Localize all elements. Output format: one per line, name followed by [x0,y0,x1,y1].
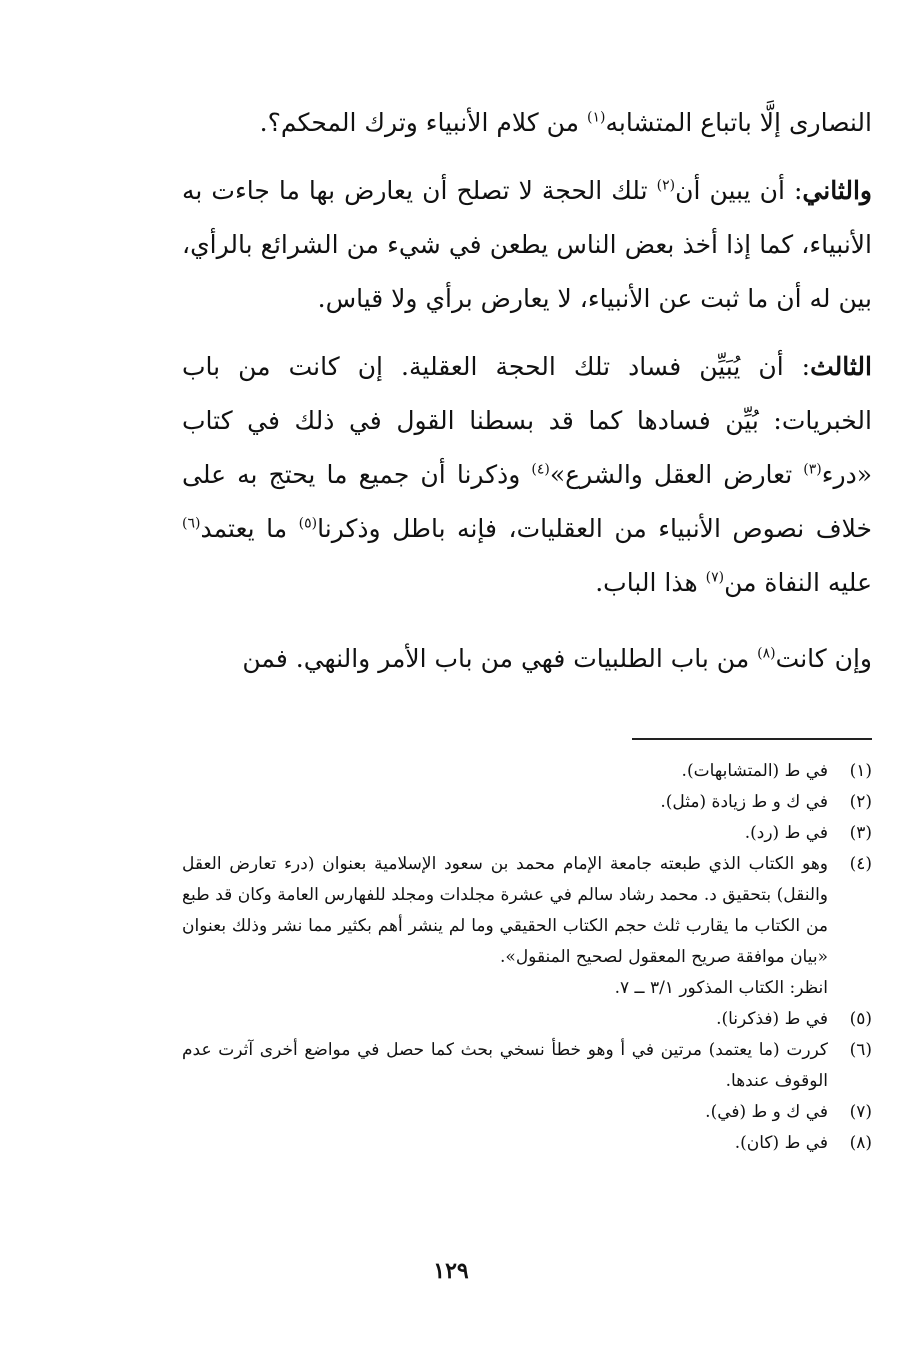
text-span: وإن كانت [775,644,872,673]
text-span: وذكرنا أن جميع ما يحتج به على خلاف نصوص الأنبياء من العقليات، فإنه باطل وذكرنا [182,460,872,543]
footnote-text: كررت (ما يعتمد) مرتين في أ وهو خطأ نسخي بحث كما حصل في مواضع أخرى آثرت عدم الوقوف عندها. [182,1040,828,1091]
text-span: تعارض العقل والشرع» [549,460,804,489]
footnotes [182,756,872,1159]
footnote-separator [632,738,872,740]
footnote-item [182,1004,872,1035]
footnote-ref-1: (١) [586,109,606,126]
footnote-text: في ط (رد). [744,823,828,843]
footnote-ref-7: (٧) [705,569,725,586]
footnote-ref-4: (٤) [531,461,550,478]
text-span: : أن يبين أن [675,176,803,205]
page-number: ١٢٩ [433,1258,469,1284]
footnote-ref-3: (٣) [803,461,822,478]
footnote-text-line: انظر: الكتاب المذكور ٣/١ ــ ٧. [614,978,828,998]
footnote-item [182,1035,872,1097]
footnote-item [182,787,872,818]
text-span: هذا الباب. [595,568,706,597]
text-span: ما يعتمد [200,514,299,543]
footnote-number: (٣) [849,823,872,843]
footnote-item [182,1128,872,1159]
footnote-text: في ط (المتشابهات). [681,761,828,781]
footnote-number: (٢) [849,792,872,812]
footnote-number: (٥) [849,1009,872,1029]
footnote-text: في ط (كان). [734,1133,828,1153]
footnote-item [182,818,872,849]
footnote-text: في ك و ط (في). [705,1102,828,1122]
text-span: تلك الحجة لا تصلح أن يعارض بها ما جاءت به الأنبياء، كما إذا أخذ بعض الناس يطعن في شيء من الشرائع بالرأي، بين له أن ما ثبت عن الأنبياء، لا يعارض برأي ولا قياس. [182,176,872,313]
footnote-number: (٦) [849,1040,872,1060]
text-span: النصارى إلَّا باتباع المتشابه [605,108,872,137]
footnote-ref-5: (٥) [298,515,318,532]
footnote-item [182,1097,872,1128]
text-span: من كلام الأنبياء وترك المحكم؟. [259,108,587,137]
footnote-item [182,849,872,1004]
footnote-text-line: وهو الكتاب الذي طبعته جامعة الإمام محمد بن سعود الإسلامية بعنوان (درء تعارض العقل والنقل) بتحقيق د. محمد رشاد سالم في عشرة مجلدات ومجلد للفهارس العامة وكان قد طبع من الكتاب ما يقارب ثلث حجم الكتاب الحقيقي وما لم ينشر أهم بكثير مما نشر وذلك بعنوان «بيان موافقة صريح المعقول لصحيح المنقول». [182,854,828,967]
text-span: : أن يُبَيِّن فساد تلك الحجة العقلية. إن كانت من باب الخبريات: بُيِّن فسادها كما قد بسطنا القول في ذلك في كتاب «درء [182,352,873,489]
text-span: عليه النفاة من [724,568,872,597]
footnote-ref-6: (٦) [182,515,201,532]
paragraph-lead: والثاني [802,176,872,205]
paragraph-2 [182,164,872,326]
paragraph-1 [182,96,872,150]
footnote-number: (٨) [849,1133,872,1153]
footnote-item [182,756,872,787]
footnote-text: في ط (فذكرنا). [716,1009,828,1029]
paragraph-3 [182,340,872,610]
footnote-number: (٧) [849,1102,872,1122]
footnote-text: في ك و ط زيادة (مثل). [660,792,828,812]
footnote-ref-8: (٨) [757,645,776,662]
paragraph-lead: الثالث [810,352,872,381]
main-text [182,96,872,686]
paragraph-4 [182,632,872,686]
footnote-ref-2: (٢) [656,177,676,194]
footnote-number: (٤) [849,854,872,874]
footnote-number: (١) [849,761,872,781]
text-span: من باب الطلبيات فهي من باب الأمر والنهي. فمن [242,644,758,673]
footnote-text [182,849,828,1004]
